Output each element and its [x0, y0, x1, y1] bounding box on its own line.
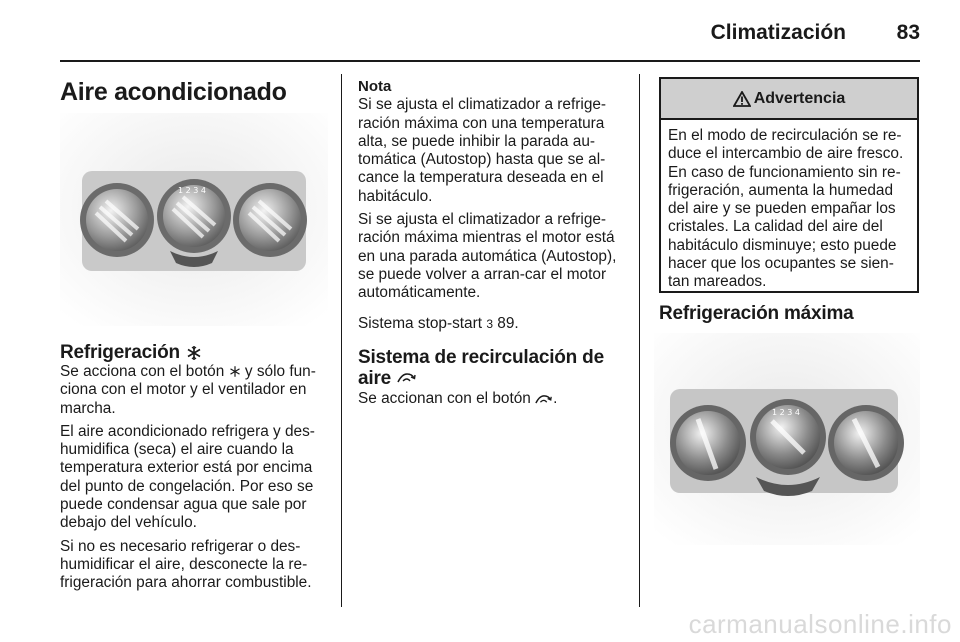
warning-triangle-icon — [733, 91, 751, 107]
page-number: 83 — [896, 21, 920, 44]
text-run: . — [553, 389, 558, 407]
warning-box — [659, 77, 919, 293]
column-divider — [341, 74, 342, 607]
paragraph: El aire acondicionado refrigera y des-humidifica (seca) el aire cuando la temperatura exterior está por encima del punto de congelación. Por eso se puede condensar agua que sale por debajo del vehículo. — [60, 422, 315, 532]
section-heading: Aire acondicionado — [60, 78, 287, 106]
paragraph — [358, 390, 630, 408]
warning-title: Advertencia — [753, 89, 846, 107]
snowflake-icon — [229, 365, 241, 378]
chapter-title: Climatización — [710, 21, 846, 44]
climate-controls-illustration — [60, 113, 328, 326]
climate-panel-photo — [60, 113, 328, 326]
svg-text:1 2 3 4: 1 2 3 4 — [772, 408, 800, 417]
snowflake-icon — [186, 345, 202, 361]
paragraph: Si no es necesario refrigerar o des-humidificar el aire, desconecte la re-frigeración para ahorrar combustible. — [60, 537, 312, 592]
watermark: carmanualsonline.info — [688, 609, 952, 639]
subsection-title: Refrigeración — [60, 342, 180, 363]
climate-controls-max-illustration — [654, 333, 920, 545]
subsection-heading: Refrigeración máxima — [659, 303, 854, 324]
left-column-text — [60, 363, 332, 598]
column-divider — [639, 74, 640, 607]
xref-text: Sistema stop-start — [358, 314, 483, 332]
subsection-heading — [358, 347, 630, 389]
middle-column-text — [358, 78, 630, 413]
paragraph — [60, 363, 332, 418]
heading-line: Sistema de recirculación de — [358, 346, 604, 368]
cross-reference — [358, 315, 630, 333]
max-cooling-photo — [654, 333, 920, 545]
note-label: Nota — [358, 78, 392, 95]
warning-header — [661, 79, 917, 120]
warning-text: En el modo de recirculación se re-duce el intercambio de aire fresco. En caso de funcionamiento sin re-frigeración, aumenta la humedad del aire y se pueden empañar los cristales. La calidad del aire del habitáculo disminuye; esto puede hacer que los ocupantes se sien-tan mareados. — [668, 127, 904, 291]
subsection-heading — [60, 342, 202, 363]
xref-page: 89. — [497, 314, 519, 332]
text-run: y sólo fun-ciona con el motor y el ventilador en marcha. — [60, 363, 316, 417]
svg-text:1 2 3 4: 1 2 3 4 — [178, 186, 206, 195]
recirculation-icon — [535, 394, 553, 405]
recirculation-icon — [397, 372, 417, 384]
text-run: Se accionan con el botón — [358, 389, 531, 407]
page-header — [60, 18, 920, 62]
note-paragraph: Si se ajusta el climatizador a refrige-ración máxima mientras el motor está en una parada automática (Autostop), se puede volver a arran-car el motor automáticamente. — [358, 211, 617, 302]
xref-arrow-icon: 3 — [486, 316, 493, 331]
text-run: Se acciona con el botón — [60, 363, 225, 380]
note-paragraph: Si se ajusta el climatizador a refrige-ración máxima con una temperatura alta, se puede inhibir la parada au-tomática (Autostop) hasta que se al-cance la temperatura deseada en el habitáculo. — [358, 96, 607, 205]
heading-line — [358, 368, 630, 389]
heading-text: aire — [358, 367, 392, 389]
